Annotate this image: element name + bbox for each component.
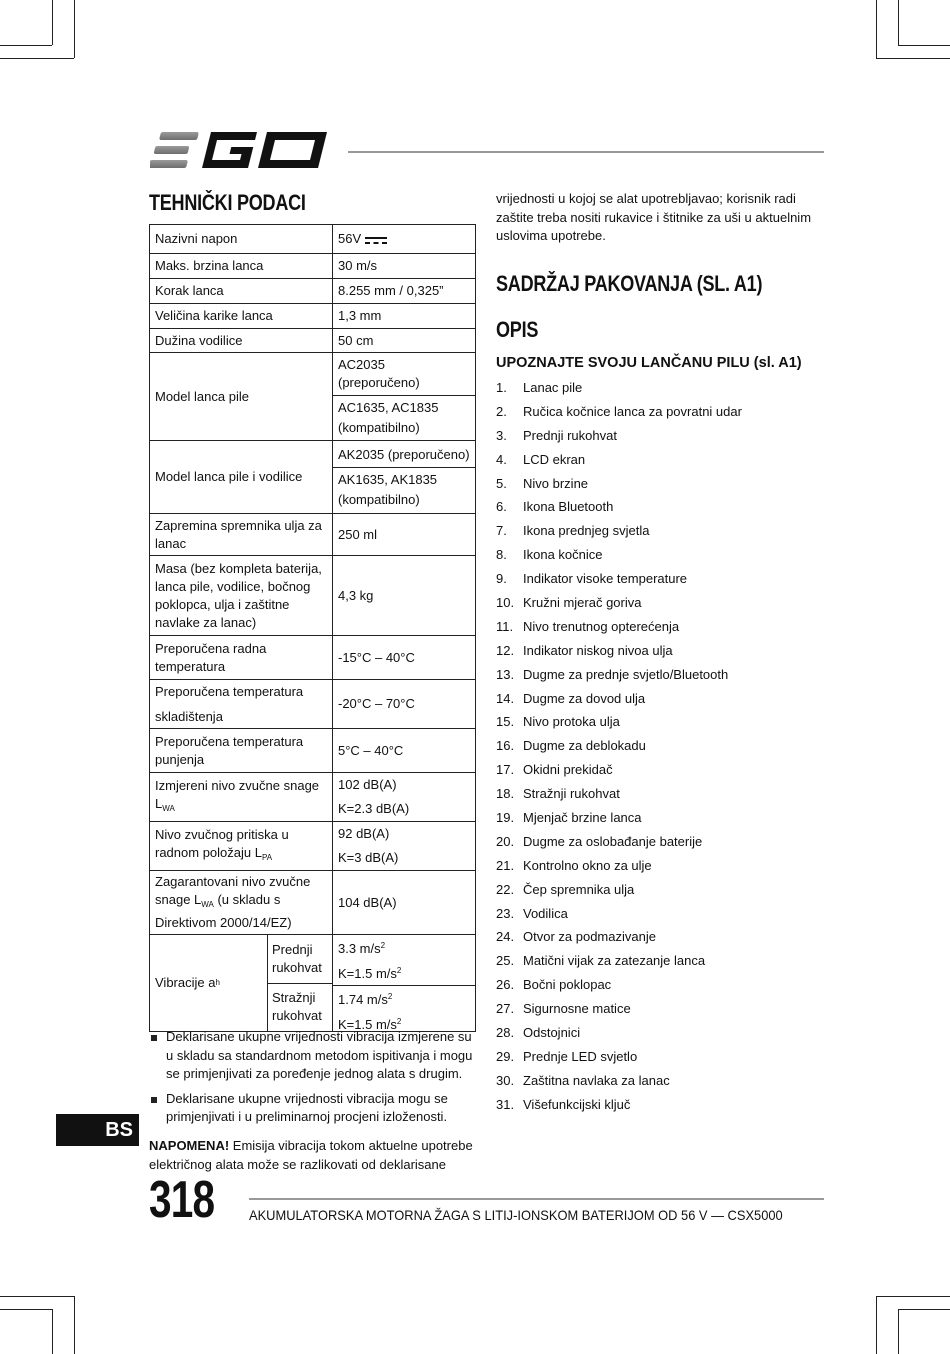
crop-mark — [0, 1296, 74, 1297]
spec-value: 102 dB(A) K=2.3 dB(A) — [333, 773, 476, 822]
list-item: 31. Višefunkcijski ključ — [496, 1096, 631, 1112]
table-row — [150, 871, 476, 935]
spec-label: Masa (bez kompleta baterija, lanca pile, vodilice, bočnog poklopca, ulja i zaštitne navlake za lanac) — [150, 556, 333, 636]
section-title-package: SADRŽAJ PAKOVANJA (SL. A1) — [496, 271, 763, 296]
crop-mark — [52, 1309, 53, 1354]
intro-paragraph: vrijednosti u kojoj se alat upotrebljavao; korisnik radi zaštite treba nositi rukavice i štitnike za uši u aktuelnim uslovima upotrebe. — [496, 191, 812, 243]
list-item: 30. Zaštitna navlaka za lanac — [496, 1072, 670, 1088]
footer-title: AKUMULATORSKA MOTORNA ŽAGA S LITIJ-IONSKOM BATERIJOM OD 56 V — CSX5000 — [249, 1207, 783, 1223]
list-item: 27. Sigurnosne matice — [496, 1001, 631, 1017]
spec-value: 3.3 $m/s^2$ K=1.5 $m/s^2$ 1.74 $m/s^2$ K=1.5 $m/s^2$ — [333, 935, 476, 1032]
spec-label: Preporučena temperatura punjenja — [150, 729, 333, 773]
list-item: 16. Dugme za deblokadu — [496, 738, 646, 754]
crop-mark — [74, 0, 75, 58]
spec-label: Maks. brzina lanca — [150, 254, 333, 279]
spec-value: 56V — [333, 225, 476, 254]
list-item: 19. Mjenjač brzine lanca — [496, 810, 642, 826]
list-item: 3. Prednji rukohvat — [496, 427, 617, 443]
spec-value: 8.255 mm / 0,325” — [333, 279, 476, 304]
list-item: 14. Dugme za dovod ulja — [496, 690, 646, 706]
page-number: 318 — [149, 1171, 215, 1229]
list-item: 25. Matični vijak za zatezanje lanca — [496, 953, 706, 969]
dc-symbol-icon — [365, 235, 387, 245]
crop-mark — [52, 0, 53, 45]
crop-mark — [74, 1296, 75, 1354]
footer-rule — [249, 1198, 824, 1200]
crop-mark — [898, 1309, 899, 1354]
crop-mark — [0, 1309, 52, 1310]
spec-label: Dužina vodilice — [150, 329, 333, 353]
language-tab: BS — [56, 1114, 139, 1146]
header-rule — [348, 151, 824, 153]
spec-value: 50 cm — [333, 329, 476, 353]
bullet-square-icon — [151, 1035, 157, 1041]
table-row — [150, 225, 476, 254]
list-item: 4. LCD ekran — [496, 451, 586, 467]
spec-label: Korak lanca — [150, 279, 333, 304]
table-row — [150, 353, 476, 441]
crop-mark — [0, 45, 52, 46]
list-item: 21. Kontrolno okno za ulje — [496, 857, 652, 873]
list-item: 11. Nivo trenutnog opterećenja — [496, 618, 680, 634]
list-item: 28. Odstojnici — [496, 1025, 581, 1041]
table-row — [150, 304, 476, 329]
spec-value: 92 dB(A) K=3 dB(A) — [333, 822, 476, 871]
list-item: 1. Lanac pile — [496, 380, 583, 395]
crop-mark — [898, 1309, 950, 1310]
list-item: 9. Indikator visoke temperature — [496, 571, 688, 587]
bullet-square-icon — [151, 1097, 157, 1103]
spec-value: 5°C – 40°C — [333, 729, 476, 773]
spec-label: Preporučena radna temperatura — [150, 636, 333, 680]
list-item: 15. Nivo protoka ulja — [496, 714, 620, 730]
subheading-parts: UPOZNAJTE SVOJU LANČANU PILU (sl. A1) — [496, 355, 802, 371]
spec-label: Veličina karike lanca — [150, 304, 333, 329]
list-item: 10. Kružni mjerač goriva — [496, 595, 642, 611]
list-item: 26. Bočni poklopac — [496, 977, 612, 993]
list-item: 29. Prednje LED svjetlo — [496, 1048, 638, 1064]
crop-mark — [898, 0, 899, 45]
spec-value: 30 m/s — [333, 254, 476, 279]
crop-mark — [898, 45, 950, 46]
list-item: 7. Ikona prednjeg svjetla — [496, 523, 650, 539]
section-title-description: OPIS — [496, 317, 539, 342]
list-item: Deklarisane ukupne vrijednosti vibracija mogu se primjenjivati i u preliminarnoj procjeni izloženosti. — [149, 1090, 476, 1127]
spec-label: Zapremina spremnika ulja za lanac — [150, 514, 333, 556]
spec-label: Preporučena temperatura skladištenja — [150, 680, 333, 729]
ego-logo — [150, 128, 332, 172]
spec-value: -20°C – 70°C — [333, 680, 476, 729]
list-item: 2. Ručica kočnice lanca za povratni udar — [496, 403, 742, 419]
list-item: 13. Dugme za prednje svjetlo/Bluetooth — [496, 666, 729, 682]
table-row — [150, 935, 476, 1032]
list-item: 6. Ikona Bluetooth — [496, 499, 614, 515]
spec-value: -15°C – 40°C — [333, 636, 476, 680]
table-row — [150, 279, 476, 304]
spec-label: Izmjereni nivo zvučne snage $L_{WA}$ — [150, 773, 333, 822]
table-row — [150, 329, 476, 353]
spec-label: Model lanca pile — [150, 353, 333, 441]
table-row — [150, 773, 476, 822]
table-row — [150, 441, 476, 514]
spec-value: AC2035 (preporučeno) AC1635, AC1835 (kompatibilno) — [333, 353, 476, 441]
crop-mark — [876, 1296, 877, 1354]
crop-mark — [876, 0, 877, 58]
list-item: 8. Ikona kočnice — [496, 547, 603, 563]
parts-list — [496, 378, 826, 1119]
table-row — [150, 254, 476, 279]
table-row — [150, 514, 476, 556]
list-item: 12. Indikator niskog nivoa ulja — [496, 642, 673, 658]
tech-data-table — [149, 224, 476, 1032]
crop-mark — [876, 58, 950, 59]
list-item: 20. Dugme za oslobađanje baterije — [496, 833, 703, 849]
note-paragraph: NAPOMENA! Emisija vibracija tokom aktuelne upotrebe električnog alata može se razlikovati od deklarisane — [149, 1138, 473, 1172]
vibration-notes — [149, 1028, 476, 1133]
spec-label: Vibracije a h Prednji rukohvat Stražnji rukohvat — [150, 935, 333, 1032]
crop-mark — [0, 58, 74, 59]
spec-value: AK2035 (preporučeno) AK1635, AK1835 (kompatibilno) — [333, 441, 476, 514]
table-row — [150, 680, 476, 729]
spec-label: Model lanca pile i vodilice — [150, 441, 333, 514]
list-item: 5. Nivo brzine — [496, 475, 589, 491]
table-row — [150, 556, 476, 636]
table-row — [150, 822, 476, 871]
spec-value: 250 ml — [333, 514, 476, 556]
list-item: 22. Čep spremnika ulja — [496, 881, 635, 897]
section-title-tech-data: TEHNIČKI PODACI — [149, 190, 306, 215]
list-item: Deklarisane ukupne vrijednosti vibracija izmjerene su u skladu sa standardnom metodom ispitivanja i mogu se primjenjivati za poređenje jednog alata s drugim. — [149, 1028, 476, 1084]
table-row — [150, 729, 476, 773]
crop-mark — [876, 1296, 950, 1297]
list-item: 23. Vodilica — [496, 905, 568, 921]
spec-label: Nivo zvučnog pritiska u radnom položaju $L_{PA}$ — [150, 822, 333, 871]
list-item: 17. Okidni prekidač — [496, 762, 613, 778]
spec-value: 4,3 kg — [333, 556, 476, 636]
spec-label: Zagarantovani nivo zvučne snage $L_{WA}$ (u skladu s Direktivom 2000/14/EZ) — [150, 871, 333, 935]
spec-value: 1,3 mm — [333, 304, 476, 329]
vibration-rear-label: Stražnji rukohvat — [272, 990, 322, 1024]
table-row — [150, 636, 476, 680]
vibration-front-label: Prednji rukohvat — [268, 935, 332, 984]
spec-label: Nazivni napon — [150, 225, 333, 254]
spec-value: 104 dB(A) — [333, 871, 476, 935]
list-item: 18. Stražnji rukohvat — [496, 786, 620, 802]
list-item: 24. Otvor za podmazivanje — [496, 929, 656, 945]
